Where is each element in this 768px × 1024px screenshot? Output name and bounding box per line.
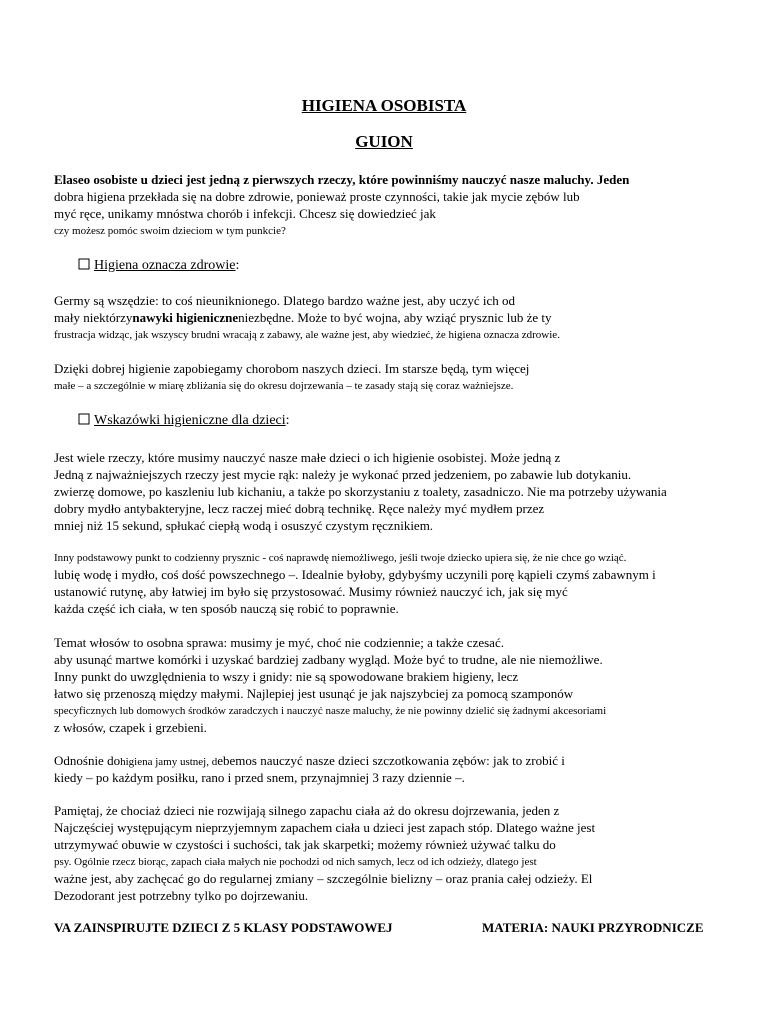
para1-line-2 [54,310,552,326]
para7-line-4: psy. Ogólnie rzecz biorąc, zapach ciała małych nie pochodzi od nich samych, lecz od ich odzieży, dlatego jest [54,856,537,868]
para1-line-2-post: niezbędne. Może to być wojna, aby wziąć prysznic lub że ty [238,310,552,325]
para5-line-6: z włosów, czapek i grzebieni. [54,720,207,735]
section-heading-health [78,258,239,274]
para6-line-1-small: higiena jamy ustnej, d [120,756,218,768]
footer-grade: VA ZAINSPIRUJTE DZIECI Z 5 KLASY PODSTAWOWEJ [54,920,393,935]
para3-line-1: Jest wiele rzeczy, które musimy nauczyć nasze małe dzieci o ich higienie osobistej. Może jedną z [54,450,561,465]
para1-line-2-bold: nawyki higieniczne [132,310,239,325]
para2-line-2: małe – a szczególnie w miarę zbliżania się do okresu dojrzewania – te zasady stają się coraz ważniejsze. [54,380,514,392]
para7-line-6: Dezodorant jest potrzebny tylko po dojrzewaniu. [54,888,309,903]
missing-glyph-icon [78,413,90,425]
para1-line-2-pre: mały niektórzy [54,310,133,325]
para4-line-1: Inny podstawowy punkt to codzienny prysznic - coś naprawdę niemożliwego, jeśli twoje dziecko upiera się, że nie chce go wziąć. [54,552,627,564]
para3-line-4: dobry mydło antybakteryjne, lecz raczej mieć dobrą technikę. Ręce należy myć mydłem przez [54,501,545,516]
section-heading-text: Higiena oznacza zdrowie [94,258,236,273]
para4-line-4: każda część ich ciała, w ten sposób nauczą się robić to poprawnie. [54,601,399,616]
para7-line-1: Pamiętaj, że chociaż dzieci nie rozwijają silnego zapachu ciała aż do okresu dojrzewania, jeden z [54,803,560,818]
para6-line-1-post: ebemos nauczyć nasze dzieci szczotkowania zębów: jak to zrobić i [217,753,565,768]
para6-line-1-pre: Odnośnie do [54,753,121,768]
section-heading-colon: : [235,258,240,273]
para7-line-2: Najczęściej występującym nieprzyjemnym zapachem ciała u dzieci jest zapach stóp. Dlatego ważne jest [54,820,596,835]
para6-line-1 [54,753,565,770]
missing-glyph-icon [78,258,90,270]
footer-subject: MATERIA: NAUKI PRZYRODNICZE [482,920,704,935]
intro-line-2: dobra higiena przekłada się na dobre zdrowie, ponieważ proste czynności, takie jak mycie zębów lub [54,189,580,204]
para3-line-2: Jedną z najważniejszych rzeczy jest mycie rąk: należy je wykonać przed jedzeniem, po zabawie lub dotykaniu. [54,467,632,482]
para4-line-2: lubię wodę i mydło, coś dość powszechnego –. Idealnie byłoby, gdybyśmy uczynili porę kąpieli czymś zabawnym i [54,567,656,582]
para1-line-3: frustracja widząc, jak wszyscy brudni wracają z zabawy, ale ważne jest, aby wiedzieć, że higiena oznacza zdrowie. [54,329,560,341]
para5-line-2: aby usunąć martwe komórki i uzyskać bardziej zadbany wygląd. Może być to trudne, ale nie niemożliwe. [54,652,603,667]
para5-line-1: Temat włosów to osobna sprawa: musimy je myć, choć nie codziennie; a także czesać. [54,635,504,650]
intro-line-3: myć ręce, unikamy mnóstwa chorób i infekcji. Chcesz się dowiedzieć jak [54,206,436,221]
para5-line-4: łatwo się przenoszą między małymi. Najlepiej jest usunąć je jak najszybciej za pomocą szamponów [54,686,574,701]
para6-line-2: kiedy – po każdym posiłku, rano i przed snem, przynajmniej 3 razy dziennie –. [54,770,465,785]
para1-line-1: Germy są wszędzie: to coś nieuniknionego. Dlatego bardzo ważne jest, aby uczyć ich od [54,293,515,308]
para2-line-1: Dzięki dobrej higienie zapobiegamy chorobom naszych dzieci. Im starsze będą, tym więcej [54,361,530,376]
para3-line-5: mniej niż 15 sekund, spłukać ciepłą wodą i osuszyć czystym ręcznikiem. [54,518,434,533]
document-subtitle: GUION [355,132,413,151]
section-heading-text: Wskazówki higieniczne dla dzieci [94,413,286,428]
para3-line-3: zwierzę domowe, po kaszleniu lub kichaniu, a także po skorzystaniu z toalety, zasadniczo. Nie ma potrzeby używania [54,484,667,499]
para5-line-5: specyficznych lub domowych środków zaradczych i nauczyć nasze maluchy, że nie powinny dzielić się żadnymi akcesoriami [54,705,607,717]
document-title: HIGIENA OSOBISTA [301,96,467,115]
para7-line-5: ważne jest, aby zachęcać go do regularnej zmiany – szczególnie bielizny – oraz prania całej odzieży. El [54,871,593,886]
para5-line-3: Inny punkt do uwzględnienia to wszy i gnidy: nie są spowodowane brakiem higieny, lecz [54,669,519,684]
para4-line-3: ustanowić rutynę, aby łatwiej im było się przystosować. Musimy również nauczyć ich, jak się myć [54,584,568,599]
intro-line-4: czy możesz pomóc swoim dzieciom w tym punkcie? [54,225,286,237]
para7-line-3: utrzymywać obuwie w czystości i suchości, tak jak skarpetki; możemy również używać talku do [54,837,556,852]
section-heading-colon: : [285,413,290,428]
section-heading-tips [78,413,290,429]
intro-line-1: Elaseo osobiste u dzieci jest jedną z pierwszych rzeczy, które powinniśmy nauczyć nasze maluchy. Jeden [54,172,630,187]
